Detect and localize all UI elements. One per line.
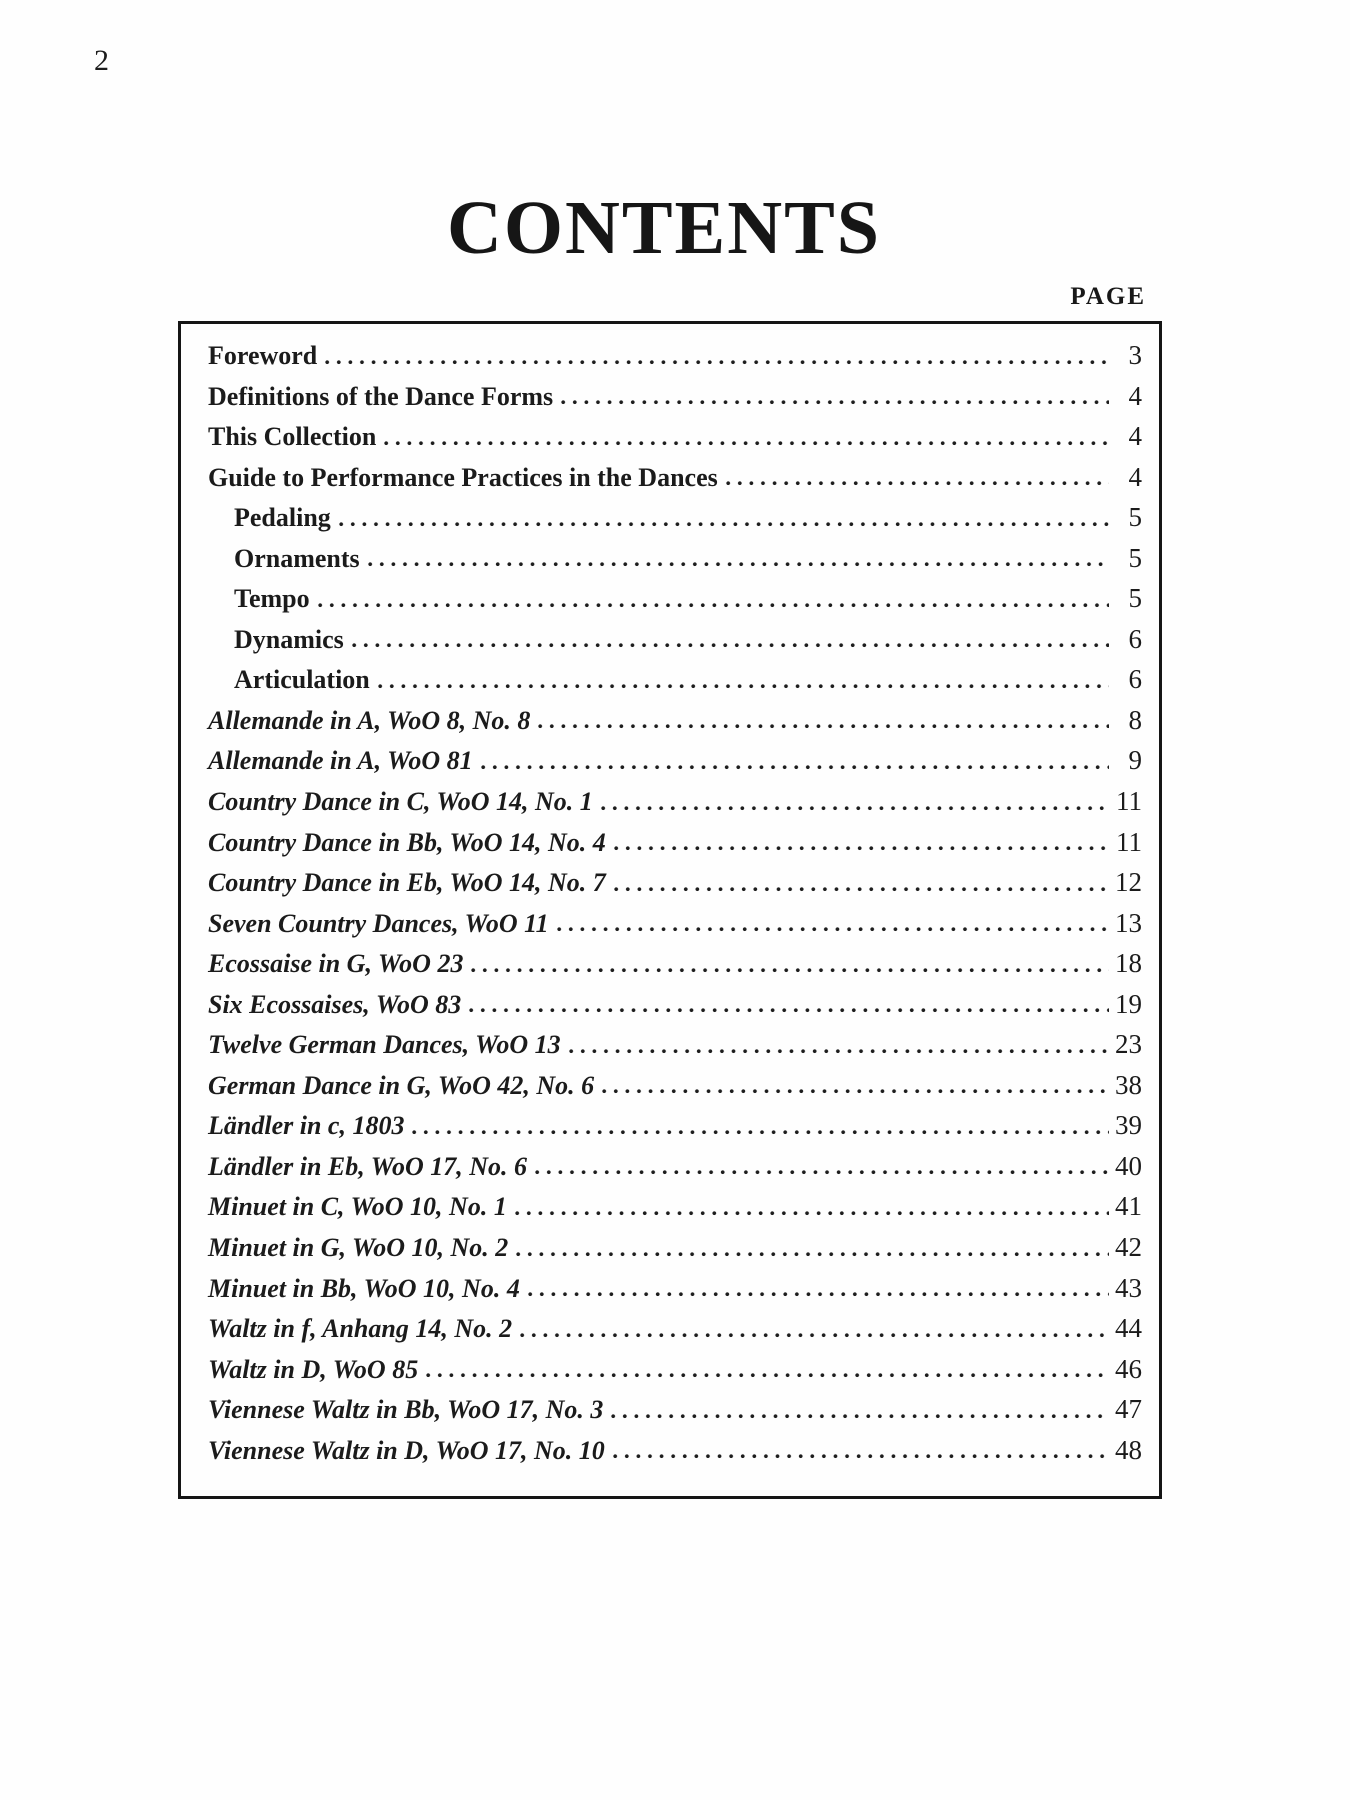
toc-entry-page: 12 [1115,867,1142,898]
toc-entry-title: Country Dance in Eb, WoO 14, No. 7 [208,868,606,898]
dot-leader [412,1130,1109,1135]
dot-leader [538,724,1109,729]
toc-entry [208,781,1142,822]
toc-entry [208,1349,1142,1390]
toc-entry-title: Viennese Waltz in Bb, WoO 17, No. 3 [208,1395,604,1425]
toc-entry-page: 41 [1115,1191,1142,1222]
toc-entry-page: 11 [1116,786,1142,817]
toc-entry [208,822,1142,863]
toc-entry-title: Allemande in A, WoO 81 [208,746,473,776]
toc-entry [208,1268,1142,1309]
toc-entry-title: Viennese Waltz in D, WoO 17, No. 10 [208,1435,605,1465]
toc-entry [208,659,1142,700]
toc-entry-page: 42 [1115,1232,1142,1263]
toc-entry-page: 46 [1115,1353,1142,1384]
page-column-label: PAGE [1070,283,1146,310]
toc-entry [208,943,1142,984]
dot-leader [614,887,1109,892]
dot-leader [528,1292,1109,1297]
toc-entry-title: Ornaments [234,543,360,573]
dot-leader [520,1333,1109,1338]
toc-entry-page: 3 [1128,340,1142,370]
dot-leader [384,441,1109,446]
dot-leader [602,1089,1109,1094]
dot-leader [516,1252,1109,1257]
toc-entry-page: 4 [1128,461,1142,492]
dot-leader [378,684,1109,689]
toc-entry [208,1227,1142,1268]
toc-entry-title: Seven Country Dances, WoO 11 [208,908,549,938]
toc-entry [208,376,1142,417]
dot-leader [469,1008,1109,1013]
toc-entry-page: 19 [1115,988,1142,1019]
dot-leader [515,1211,1109,1216]
toc-entry-title: This Collection [208,422,377,452]
page-title: CONTENTS [446,186,882,270]
toc-entry [208,862,1142,903]
dot-leader [561,400,1109,405]
toc-entry-title: Six Ecossaises, WoO 83 [208,989,462,1019]
toc-entry-title: Dynamics [234,624,344,654]
toc-entry-title: Articulation [234,665,370,695]
toc-entry-page: 4 [1128,421,1142,452]
toc-entry-page: 44 [1115,1313,1142,1344]
toc-entry-page: 48 [1115,1434,1142,1465]
toc-list [181,324,1159,1470]
toc-entry-title: Guide to Performance Practices in the Dances [208,462,718,492]
toc-entry-title: German Dance in G, WoO 42, No. 6 [208,1070,595,1100]
toc-entry-title: Pedaling [234,503,331,533]
toc-entry [208,335,1142,376]
dot-leader [368,562,1109,567]
toc-entry-page: 6 [1128,623,1142,654]
toc-entry [208,700,1142,741]
toc-entry-title: Foreword [208,341,318,370]
toc-entry [208,497,1142,538]
dot-leader [471,968,1109,973]
toc-entry [208,1065,1142,1106]
dot-leader [613,1454,1109,1459]
toc-entry-title: Waltz in D, WoO 85 [208,1354,419,1384]
toc-entry [208,1308,1142,1349]
toc-entry-page: 39 [1115,1110,1142,1141]
dot-leader [535,1170,1109,1175]
toc-entry [208,1105,1142,1146]
toc-entry-page: 43 [1115,1272,1142,1303]
toc-entry-title: Ländler in c, 1803 [208,1111,405,1141]
toc-entry-page: 23 [1115,1029,1142,1060]
toc-entry [208,984,1142,1025]
toc-entry [208,1186,1142,1227]
toc-entry-page: 6 [1128,664,1142,695]
toc-entry [208,740,1142,781]
toc-entry [208,1024,1142,1065]
toc-entry-title: Minuet in G, WoO 10, No. 2 [208,1233,509,1263]
toc-entry-page: 47 [1115,1394,1142,1425]
toc-entry [208,1146,1142,1187]
toc-entry-title: Country Dance in C, WoO 14, No. 1 [208,787,593,817]
dot-leader [352,643,1109,648]
toc-entry [208,1389,1142,1430]
dot-leader [557,927,1109,932]
toc-entry [208,619,1142,660]
toc-entry [208,538,1142,579]
page-number: 2 [94,44,109,77]
toc-entry-page: 8 [1128,704,1142,735]
toc-entry [208,578,1142,619]
toc-entry [208,416,1142,457]
toc-entry-title: Tempo [234,584,310,614]
toc-entry-page: 13 [1115,907,1142,938]
dot-leader [614,846,1109,851]
toc-entry-page: 9 [1128,745,1142,776]
dot-leader [325,360,1109,365]
contents-box [178,321,1162,1499]
toc-entry-title: Country Dance in Bb, WoO 14, No. 4 [208,827,606,857]
toc-entry-title: Twelve German Dances, WoO 13 [208,1030,561,1060]
dot-leader [339,522,1109,527]
toc-entry-page: 18 [1115,948,1142,979]
dot-leader [611,1414,1109,1419]
dot-leader [426,1373,1109,1378]
dot-leader [481,765,1109,770]
toc-entry-title: Minuet in C, WoO 10, No. 1 [208,1192,507,1222]
toc-entry-title: Ecossaise in G, WoO 23 [208,949,464,979]
toc-entry [208,1430,1142,1471]
toc-entry-page: 40 [1115,1150,1142,1181]
toc-entry-title: Waltz in f, Anhang 14, No. 2 [208,1314,513,1344]
dot-leader [569,1049,1109,1054]
toc-entry-title: Allemande in A, WoO 8, No. 8 [208,705,531,735]
toc-entry-page: 5 [1128,502,1142,533]
dot-leader [318,603,1109,608]
toc-entry-page: 5 [1128,583,1142,614]
toc-entry-page: 38 [1115,1069,1142,1100]
toc-entry-title: Ländler in Eb, WoO 17, No. 6 [208,1151,528,1181]
toc-entry-page: 5 [1128,542,1142,573]
dot-leader [726,481,1109,486]
dot-leader [601,806,1109,811]
toc-entry-page: 11 [1116,826,1142,857]
toc-entry-title: Definitions of the Dance Forms [208,381,554,411]
toc-entry [208,457,1142,498]
toc-entry-title: Minuet in Bb, WoO 10, No. 4 [208,1273,520,1303]
toc-entry [208,903,1142,944]
toc-entry-page: 4 [1128,380,1142,411]
